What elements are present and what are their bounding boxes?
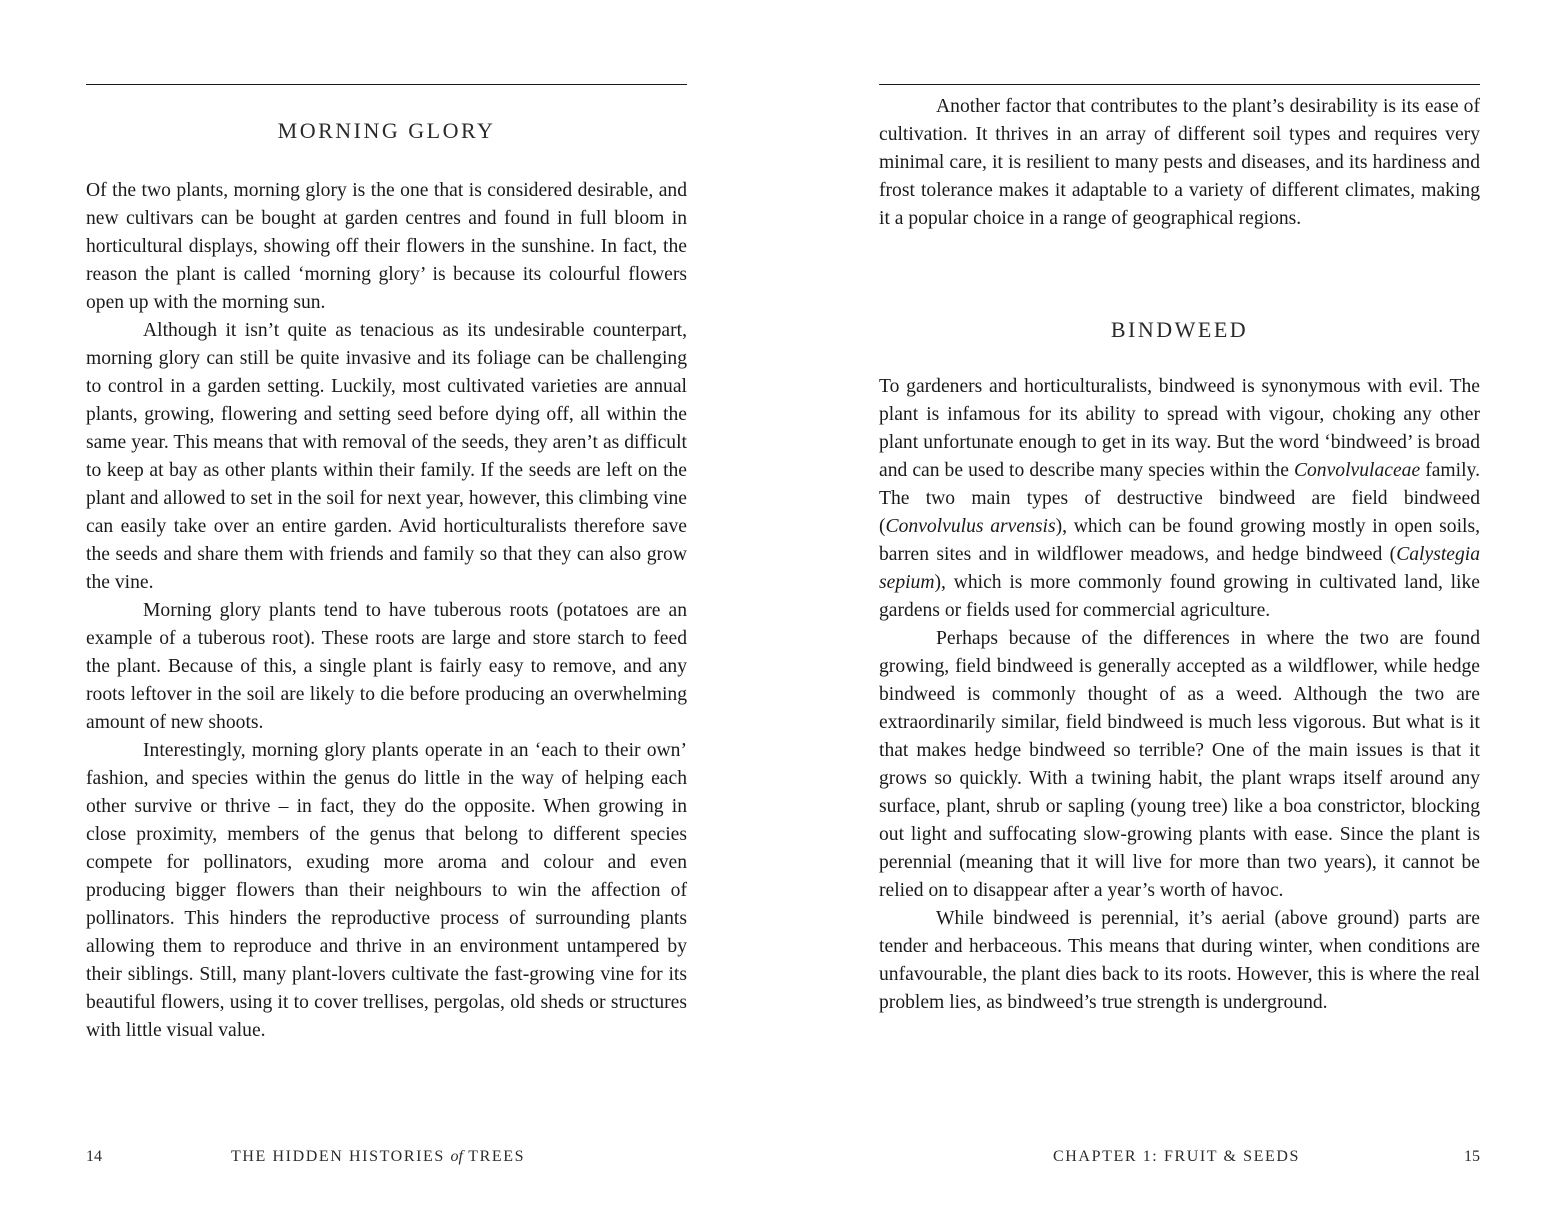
paragraph: Of the two plants, morning glory is the one that is considered desirable, and new cultivars can be bought at garden centres and found in full bloom in horticultural displays, showing off their flowers in the sunshine. In fact, the reason the plant is called ‘morning glory’ is because its colourful flowers open up with the morning sun. <box>86 180 687 313</box>
paragraph: Morning glory plants tend to have tuberous roots (potatoes are an example of a tuberous root). These roots are large and store starch to feed the plant. Because of this, a single plant is fairly easy to remove, and any roots leftover in the soil are likely to die before producing an overwhelming amount of new shoots. <box>86 600 687 733</box>
text-run: ), which is more commonly found growing in cultivated land, like gardens or fields used for commercial agriculture. <box>879 572 1480 621</box>
top-rule <box>879 84 1480 85</box>
section-heading-morning-glory: MORNING GLORY <box>277 118 496 143</box>
family-name: Convolvulaceae <box>1293 460 1421 481</box>
body-text-intro <box>879 93 1480 233</box>
paragraph: Perhaps because of the differences in where the two are found growing, field bindweed is generally accepted as a wildflower, while hedge bindweed is commonly thought of as a weed. Although the two are extraordinarily similar, field bindweed is much less vigorous. But what is it that makes hedge bindweed so terrible? One of the main issues is that it grows so quickly. With a twining habit, the plant wraps itself around any surface, plant, shrub or sapling (young tree) like a boa constrictor, blocking out light and suffocating slow-growing plants with ease. Since the plant is perennial (meaning that it will live for more than two years), it cannot be relied on to disappear after a year’s worth of havoc. <box>879 628 1480 901</box>
text-run: To gardeners and horticulturalists, bindweed is synonymous with evil. The plant is infamous for its ability to spread with vigour, choking any other plant unfortunate enough to get in its way. But the word ‘bindweed’ is broad and can be used to describe many species within the <box>879 376 1480 481</box>
paragraph <box>879 373 1480 625</box>
right-page <box>879 0 1480 1225</box>
page-number: 15 <box>1464 1148 1480 1165</box>
top-rule <box>86 84 687 85</box>
page-number: 14 <box>86 1148 102 1165</box>
running-head <box>231 1148 525 1166</box>
paragraph: Another factor that contributes to the plant’s desirability is its ease of cultivation. It thrives in an array of different soil types and requires very minimal care, it is resilient to many pests and diseases, and its hardiness and frost tolerance makes it adaptable to a variety of different climates, making it a popular choice in a range of geographical regions. <box>879 96 1480 229</box>
running-head-italic: of <box>450 1148 463 1165</box>
left-page <box>86 0 687 1225</box>
running-head-part: TREES <box>462 1148 526 1165</box>
running-head: CHAPTER 1: FRUIT & SEEDS <box>1053 1148 1301 1165</box>
body-text <box>86 177 687 1045</box>
species-name: Calystegia sepium <box>879 544 1480 593</box>
section-heading-bindweed: BINDWEED <box>1110 317 1249 342</box>
page-footer <box>86 1148 687 1172</box>
paragraph: Although it isn’t quite as tenacious as its undesirable counterpart, morning glory can still be quite invasive and its foliage can be challenging to control in a garden setting. Luckily, most cultivated varieties are annual plants, growing, flowering and setting seed before dying off, all within the same year. This means that with removal of the seeds, they aren’t as difficult to keep at bay as other plants within their family. If the seeds are left on the plant and allowed to set in the soil for next year, however, this climbing vine can easily take over an entire garden. Avid horticulturalists therefore save the seeds and share them with friends and family so that they can also grow the vine. <box>86 320 687 593</box>
text-run: family. The two main types of destructive bindweed are field bindweed ( <box>879 460 1480 537</box>
page-footer <box>879 1148 1480 1172</box>
body-text <box>879 373 1480 1017</box>
text-run: ), which can be found growing mostly in open soils, barren sites and in wildflower meadows, and hedge bindweed ( <box>879 516 1481 565</box>
running-head-part: THE HIDDEN HISTORIES <box>231 1148 451 1165</box>
species-name: Convolvulus arvensis <box>885 516 1056 537</box>
paragraph: Interestingly, morning glory plants operate in an ‘each to their own’ fashion, and species within the genus do little in the way of helping each other survive or thrive – in fact, they do the opposite. When growing in close proximity, members of the genus that belong to different species compete for pollinators, exuding more aroma and colour and even producing bigger flowers than their neighbours to win the affection of pollinators. This hinders the reproductive process of surrounding plants allowing them to reproduce and thrive in an environment untampered by their siblings. Still, many plant-lovers cultivate the fast-growing vine for its beautiful flowers, using it to cover trellises, pergolas, old sheds or structures with little visual value. <box>86 740 687 1041</box>
paragraph: While bindweed is perennial, it’s aerial (above ground) parts are tender and herbaceous. This means that during winter, when conditions are unfavourable, the plant dies back to its roots. However, this is where the real problem lies, as bindweed’s true strength is underground. <box>879 908 1480 1013</box>
